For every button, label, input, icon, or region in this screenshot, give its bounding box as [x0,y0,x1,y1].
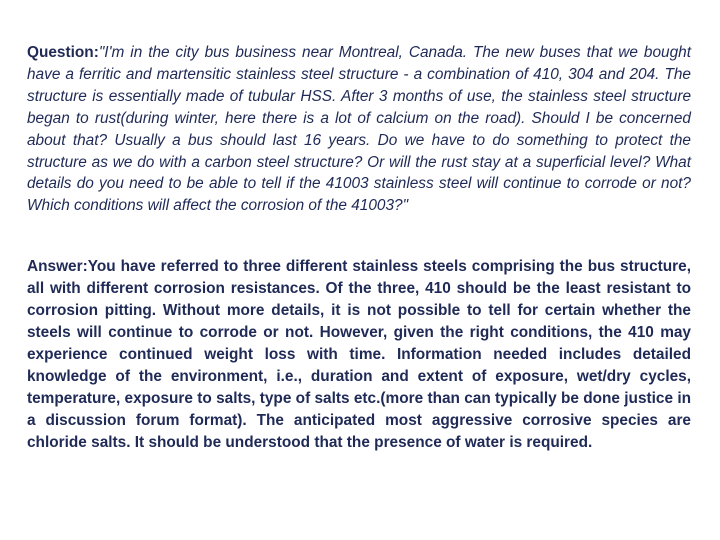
qa-slide [27,42,691,453]
answer-paragraph [27,256,691,453]
question-text: "I'm in the city bus business near Montreal, Canada. The new buses that we bought have a ferritic and martensitic stainless steel structure - a combination of 410, 304 and 204. The structure is essentially made of tubular HSS. After 3 months of use, the stainless steel structure began to rust(during winter, here there is a lot of calcium on the road). Should I be concerned about that? Usually a bus should last 16 years. Do we have to do something to protect the structure as we do with a carbon steel structure? Or will the rust stay at a superficial level? What details do you need to be able to tell if the 41003 stainless steel will continue to corrode or not? Which conditions will affect the corrosion of the 41003?" [27,44,691,215]
answer-label: Answer: [27,258,88,276]
question-label: Question: [27,44,99,61]
question-paragraph [27,42,691,217]
answer-text: You have referred to three different stainless steels comprising the bus structure, all with different corrosion resistances. Of the three, 410 should be the least resistant to corrosion pitting. Without more details, it is not possible to tell for certain whether the steels will continue to corrode or not. However, given the right conditions, the 410 may experience continued weight loss with time. Information needed includes detailed knowledge of the environment, i.e., duration and extent of exposure, wet/dry cycles, temperature, exposure to salts, type of salts etc.(more than can typically be done justice in a discussion forum format). The anticipated most aggressive corrosive species are chloride salts. It should be understood that the presence of water is required. [27,258,691,451]
